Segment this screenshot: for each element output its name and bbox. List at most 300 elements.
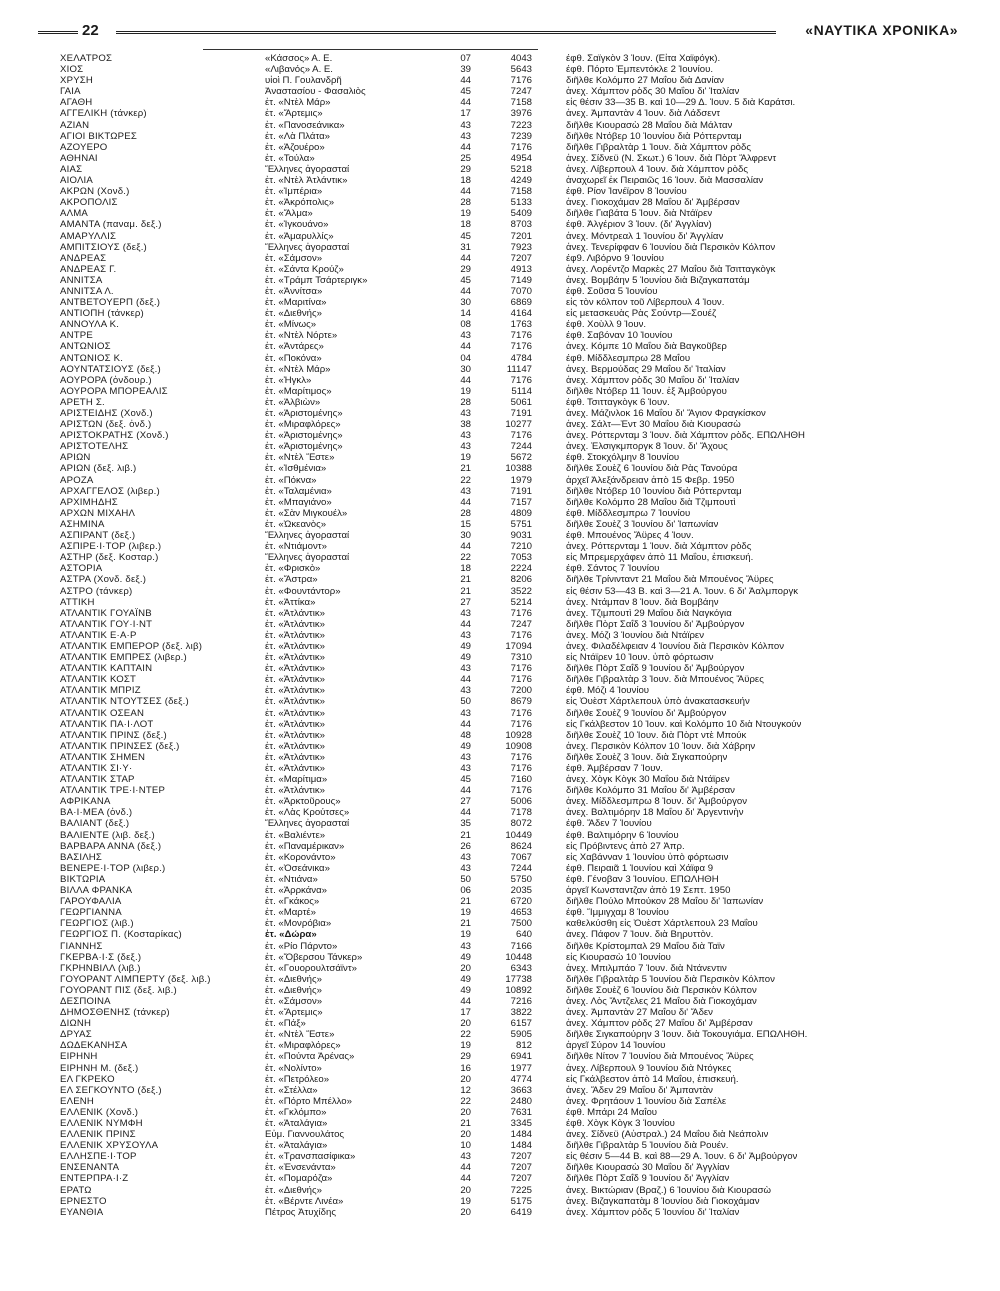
- table-row: [60, 896, 800, 907]
- table-row: [60, 75, 800, 86]
- ship-name: ΒΕΝΕΡΕ·Ι·ΤΟΡ (λιβερ.): [60, 862, 166, 874]
- built-year: 20: [460, 1184, 471, 1196]
- tonnage: 1979: [510, 474, 532, 486]
- tonnage: 5218: [510, 163, 532, 175]
- built-year: 43: [460, 663, 471, 675]
- tonnage: 7200: [510, 685, 532, 697]
- owner: ἐτ. «Ταλαμένια»: [265, 485, 332, 497]
- ship-name: ΑΣΤΗΡ (δεξ. Κοσταρ.): [60, 552, 159, 564]
- header-rule-left: [38, 31, 78, 34]
- owner: ἐτ. «Νολίντο»: [265, 1062, 322, 1074]
- ship-name: ΑΝΤΩΝΙΟΣ Κ.: [60, 352, 124, 364]
- ship-name: ΑΙΟΛΙΑ: [60, 175, 94, 187]
- owner: ἐτ. «Λὰς Κρούτσες»: [265, 807, 350, 819]
- built-year: 21: [460, 1118, 471, 1129]
- table-row: [60, 918, 800, 929]
- movement: ἀνεχ. Τενερίφφαν 6 Ἰουνίου διὰ Περσικὸν Κόλπον: [566, 241, 776, 253]
- movement: διῆλθε Πὸρτ Σαΐδ 9 Ἰουνίου δι' Ἀγγλίαν: [566, 1173, 730, 1185]
- table-row: [60, 1207, 800, 1218]
- built-year: 44: [460, 285, 471, 297]
- tonnage: 6869: [510, 297, 532, 309]
- table-row: [60, 1051, 800, 1062]
- owner: ἐτ. «Ἠγκλ»: [265, 374, 312, 386]
- ship-name: ΒΑΛΙΕΝΤΕ (λιβ. δεξ.): [60, 829, 155, 841]
- table-row: [60, 863, 800, 874]
- built-year: 29: [460, 163, 471, 175]
- table-row: [60, 941, 800, 952]
- ship-name: ΑΛΜΑ: [60, 208, 88, 220]
- movement: διῆλθε Ντόβερ 11 Ἰουν. ἐξ Ἀμβούργου: [566, 385, 727, 397]
- ship-name: ΑΝΤΡΕ: [60, 330, 93, 342]
- table-row: [60, 1129, 800, 1140]
- tonnage: 5061: [510, 396, 532, 408]
- built-year: 18: [460, 175, 471, 187]
- movement: ἀργεῖ Κωνσταντζαν ἀπὸ 19 Σεπτ. 1950: [566, 885, 731, 897]
- ship-name: ΕΡΑΤΩ: [60, 1184, 92, 1196]
- movement: ἀνεχ. Φρητάουν 1 Ἰουνίου διὰ Σαπέλε: [566, 1095, 727, 1107]
- owner: ἐτ. «Ἀτλάντικ»: [265, 785, 325, 797]
- table-row: [60, 175, 800, 186]
- owner: ἐτ. «Ἰμπέρια»: [265, 186, 323, 198]
- built-year: 44: [460, 374, 471, 386]
- table-row: [60, 264, 800, 275]
- movement: έφθ. Γένοβαν 3 Ἰουνίου. ΕΠΩΛΗΘΗ: [566, 873, 719, 885]
- movement: διῆλθε Πὸρτ Σαΐδ 3 Ἰουνίου δι' Ἀμβούργον: [566, 618, 745, 630]
- movement: διῆλθε Κιουρασὼ 28 Μαΐου διὰ Μάλταν: [566, 119, 733, 131]
- owner: ἐτ. «Ντὲλ Ἔστε»: [265, 452, 335, 464]
- movement: έφθ. Σοῦσα 5 Ἰουνίου: [566, 285, 658, 297]
- ship-name: ΑΤΛΑΝΤΙΚ ΠΡΙΝΣΕΣ (δεξ.): [60, 740, 180, 752]
- owner: ἐτ. «Ἀρκτοῦρους»: [265, 796, 341, 808]
- movement: ἀνεχ. Βιζαγκαπατὰμ 8 Ἰουνίου διὰ Γιοκοχάμαν: [566, 1195, 760, 1207]
- built-year: 50: [460, 873, 471, 885]
- built-year: 21: [460, 585, 471, 597]
- built-year: 17: [460, 1007, 471, 1019]
- tonnage: 4774: [510, 1073, 532, 1085]
- built-year: 43: [460, 763, 471, 774]
- built-year: 22: [460, 552, 471, 564]
- ship-name: ΑΤΛΑΝΤΙΚ ΠΡΙΝΣ (δεξ.): [60, 729, 167, 741]
- movement: έφθ. Μπάρι 24 Μαΐου: [566, 1106, 658, 1118]
- owner: ἐτ. «Ἰγκουάνο»: [265, 219, 329, 231]
- ship-name: ΑΤΛΑΝΤΙΚ ΣΗΜΕΝ: [60, 751, 146, 763]
- built-year: 21: [460, 463, 471, 475]
- movement: διῆλθε Γιβραλτὰρ 5 Ἰουνίου διὰ Περσικὸν Κόλπον: [566, 973, 775, 985]
- ship-name: ΓΟΥΟΡΑΝΤ ΛΙΜΠΕΡΤΥ (δεξ. λιβ.): [60, 973, 211, 985]
- movement: διῆλθε Γιβραλτὰρ 5 Ἰουνίου διὰ Ρουέν.: [566, 1140, 729, 1152]
- table-row: [60, 796, 800, 807]
- ship-name: ΑΝΔΡΕΑΣ Γ.: [60, 263, 117, 275]
- movement: εἰς τὸν κόλπον τοῦ Λίβερπουλ 4 Ἰουν.: [566, 297, 725, 309]
- table-row: [60, 419, 800, 430]
- owner: ἐτ. «Ἄρτεμις»: [265, 108, 323, 120]
- table-row: [60, 97, 800, 108]
- built-year: 44: [460, 674, 471, 686]
- ship-name: ΑΟΥΡΟΡΑ (ὀνδουρ.): [60, 374, 152, 386]
- ship-movements-ledger: [60, 53, 808, 1218]
- built-year: 06: [460, 885, 471, 897]
- table-row: [60, 619, 800, 630]
- ship-name: ΕΛΛΕΝΙΚ ΧΡΥΣΟΥΛΑ: [60, 1140, 159, 1152]
- built-year: 43: [460, 485, 471, 497]
- built-year: 49: [460, 951, 471, 963]
- built-year: 27: [460, 796, 471, 808]
- tonnage: 7157: [510, 496, 532, 508]
- tonnage: 10277: [505, 419, 532, 431]
- table-row: [60, 841, 800, 852]
- owner: ἐτ. «Μίνως»: [265, 319, 317, 331]
- tonnage: 4809: [510, 507, 532, 519]
- ship-name: ΑΝΤΒΕΤΟΥΕΡΠ (δεξ.): [60, 297, 161, 309]
- table-row: [60, 353, 800, 364]
- owner: ἐτ. «Ἀτλάντικ»: [265, 629, 325, 641]
- built-year: 28: [460, 507, 471, 519]
- tonnage: 5006: [510, 796, 532, 808]
- tonnage: 5750: [510, 873, 532, 885]
- built-year: 21: [460, 829, 471, 841]
- owner: Ἕλληνες ἀγορασταί: [265, 530, 350, 542]
- ship-name: ΑΤΛΑΝΤΙΚ ΝΤΟΥΤΣΕΣ (δεξ.): [60, 696, 189, 708]
- tonnage: 10388: [505, 463, 532, 475]
- ship-name: ΑΚΡΩΝ (Χονδ.): [60, 186, 130, 198]
- built-year: 19: [460, 929, 471, 941]
- built-year: 43: [460, 119, 471, 131]
- built-year: 20: [460, 962, 471, 974]
- ship-name: ΑΤΤΙΚΗ: [60, 596, 95, 608]
- table-row: [60, 197, 800, 208]
- ship-name: ΑΤΛΑΝΤΙΚ ΟΣΕΑΝ: [60, 707, 145, 719]
- tonnage: 7207: [510, 1151, 532, 1163]
- tonnage: 1977: [510, 1062, 532, 1074]
- owner: ἐτ. «Βαλιέντε»: [265, 829, 326, 841]
- ship-name: ΑΡΙΣΤΩΝ (δεξ. ὀνδ.): [60, 419, 152, 431]
- owner: ἐτ. «Ἀννίτσα»: [265, 285, 323, 297]
- owner: ἐτ. «Φρισκὸ»: [265, 563, 321, 575]
- tonnage: 7166: [510, 940, 532, 952]
- table-row: [60, 1029, 808, 1041]
- built-year: 45: [460, 230, 471, 242]
- table-row: [60, 1151, 800, 1162]
- owner: Ἕλληνες ἀγορασταί: [265, 818, 350, 830]
- ship-name: ΑΡΕΤΗ Σ.: [60, 396, 105, 408]
- table-row: [60, 663, 800, 674]
- built-year: 27: [460, 596, 471, 608]
- movement: ἀνεχ. Χάμπτον ρὸδς 5 Ἰουνίου δι' Ἰταλίαν: [566, 1206, 740, 1218]
- table-row: [60, 330, 800, 341]
- table-row: [60, 208, 800, 219]
- table-row: [60, 497, 800, 508]
- movement: έφθ. Σάντος 7 Ἰουνίου: [566, 563, 660, 575]
- table-row: [60, 153, 800, 164]
- tonnage: 6941: [510, 1051, 532, 1063]
- table-row: [60, 1085, 800, 1096]
- owner: ἐτ. «Ντὲλ Ἀτλάντικ»: [265, 175, 348, 187]
- tonnage: 8624: [510, 840, 532, 852]
- movement: διῆλθε Ντόβερ 10 Ἰουνίου διὰ Ρόττερνταμ: [566, 485, 742, 497]
- movement: εἰς Ὀυὲστ Χάρτλεπουλ ὑπὸ ἀνακατασκευήν: [566, 696, 750, 708]
- table-row: [60, 297, 800, 308]
- owner: ἐτ. «Πόκνα»: [265, 474, 317, 486]
- movement: ἀνεχ. Βομβάην 5 Ἰουνίου διὰ Βιζαγκαπατάμ: [566, 274, 750, 286]
- built-year: 16: [460, 1062, 471, 1074]
- movement: διῆλθε Σουὲζ 10 Ἰουν. διὰ Πὸρτ ντὲ Μπούκ: [566, 729, 747, 741]
- built-year: 49: [460, 652, 471, 664]
- built-year: 19: [460, 907, 471, 919]
- tonnage: 7216: [510, 995, 532, 1007]
- ship-name: ΔΕΣΠΟΙΝΑ: [60, 995, 111, 1007]
- built-year: 44: [460, 1162, 471, 1174]
- table-row: [60, 64, 800, 75]
- movement: καθελκύσθη εἰς Ὀυὲστ Χάρτλεπουλ 23 Μαΐου: [566, 918, 758, 930]
- tonnage: 5905: [510, 1029, 532, 1041]
- owner: ἐτ. «Σὰν Μιγκουέλ»: [265, 507, 348, 519]
- table-row: [60, 1140, 800, 1151]
- tonnage: 7176: [510, 341, 532, 353]
- tonnage: 4653: [510, 907, 532, 919]
- owner: ἐτ. «Μαρίτιμα»: [265, 774, 328, 786]
- ship-name: ΕΛΛΕΝΙΚ ΝΥΜΦΗ: [60, 1118, 143, 1129]
- tonnage: 3976: [510, 108, 532, 120]
- built-year: 43: [460, 1151, 471, 1163]
- table-row: [60, 996, 800, 1007]
- built-year: 30: [460, 363, 471, 375]
- owner: ἐτ. «Ἀριστομένης»: [265, 441, 343, 453]
- owner: ἐτ. «Ντὲλ Ἔστε»: [265, 1029, 335, 1041]
- ship-name: ΑΤΛΑΝΤΙΚ ΤΡΕ·Ι·ΝΤΕΡ: [60, 785, 166, 797]
- movement: έφθ. Πόρτο Ἐμπεντόκλε 2 Ἰουνίου.: [566, 64, 713, 76]
- table-row: [60, 142, 800, 153]
- movement: διῆλθε Γιαβάτα 5 Ἰουν. διὰ Ντάϊρεν: [566, 208, 713, 220]
- table-row: [60, 652, 800, 663]
- table-row: [60, 120, 800, 131]
- movement: έφθ. Μπουένος Ἄϋρες 4 Ἰουν.: [566, 530, 694, 542]
- ship-name: ΑΟΥΝΤΑΤΣΙΟΥΣ (δεξ.): [60, 363, 161, 375]
- tonnage: 7176: [510, 141, 532, 153]
- ship-name: ΧΕΛΑΤΡΟΣ: [60, 53, 113, 64]
- built-year: 30: [460, 297, 471, 309]
- owner: ἐτ. «Ντὲλ Νόρτε»: [265, 330, 338, 342]
- owner: ἐτ. «Ἀλβιὼν»: [265, 396, 321, 408]
- movement: εἰς Πρόβιντενς ἀπὸ 27 Ἀπρ.: [566, 840, 685, 852]
- ship-name: ΑΜΑΡΥΛΛΙΣ: [60, 230, 117, 242]
- ship-name: ΑΜΑΝΤΑ (παναμ. δεξ.): [60, 219, 162, 231]
- table-row: [60, 696, 800, 707]
- table-row: [60, 1173, 800, 1184]
- tonnage: 10449: [505, 829, 532, 841]
- table-row: [60, 586, 800, 597]
- movement: ἀνεχ. Γιοκοχάμαν 28 Μαΐου δι' Ἀμβέρσαν: [566, 197, 740, 209]
- table-row: [60, 308, 800, 319]
- ship-name: ΑΖΟΥΕΡΟ: [60, 141, 108, 153]
- movement: διῆλθε Σουὲζ 6 Ἰουνίου διὰ Περσικὸν Κόλπον: [566, 984, 757, 996]
- table-row: [60, 563, 800, 574]
- ship-name: ΑΡΙΣΤΟΚΡΑΤΗΣ (Χονδ.): [60, 430, 169, 442]
- ship-name: ΑΤΛΑΝΤΙΚ ΓΟΥΑΪΝΒ: [60, 607, 152, 619]
- built-year: 44: [460, 1173, 471, 1185]
- owner: ἐτ. «Ὀσεάνικα»: [265, 862, 330, 874]
- ship-name: ΓΚΕΡΒΑ·Ι·Σ (δεξ.): [60, 951, 142, 963]
- table-row: [60, 519, 800, 530]
- tonnage: 2480: [510, 1095, 532, 1107]
- built-year: 31: [460, 241, 471, 253]
- owner: ἐτ. «Ντὲλ Μάρ»: [265, 97, 331, 109]
- tonnage: 5214: [510, 596, 532, 608]
- movement: έφθ. Σαβόναν 10 Ἰουνίου: [566, 330, 673, 342]
- tonnage: 7207: [510, 1162, 532, 1174]
- table-row: [60, 219, 800, 230]
- built-year: 35: [460, 818, 471, 830]
- movement: έφθ. Τσιτταγκὸγκ 6 Ἰουν.: [566, 396, 670, 408]
- built-year: 04: [460, 352, 471, 364]
- built-year: 49: [460, 984, 471, 996]
- ship-name: ΑΣΤΟΡΙΑ: [60, 563, 103, 575]
- table-row: [60, 364, 800, 375]
- table-row: [60, 885, 800, 896]
- owner: Εὐμ. Γιαννουλάτος: [265, 1129, 345, 1141]
- built-year: 14: [460, 308, 471, 320]
- ship-name: ΧΙΟΣ: [60, 64, 84, 76]
- owner: ἐτ. «Ἄρτεμις»: [265, 1007, 323, 1019]
- tonnage: 7176: [510, 374, 532, 386]
- movement: ἀνεχ. Λίβερπουλ 4 Ἰουν. διὰ Χάμπτον ρὸδς: [566, 163, 748, 175]
- ship-name: ΑΤΛΑΝΤΙΚ ΜΠΡΙΖ: [60, 685, 141, 697]
- tonnage: 7207: [510, 252, 532, 264]
- ship-name: ΑΦΡΙΚΑΝΑ: [60, 796, 111, 808]
- tonnage: 3522: [510, 585, 532, 597]
- owner: ἐτ. «Διεθνής»: [265, 984, 322, 996]
- ship-name: ΑΟΥΡΟΡΑ ΜΠΟΡΕΑΛΙΣ: [60, 385, 168, 397]
- movement: ἀνεχ. Μάζινλοκ 16 Μαΐου δι' Ἅγιον Φραγκίσκον: [566, 408, 766, 419]
- owner: ἐτ. «Σάμσον»: [265, 995, 323, 1007]
- ship-name: ΑΝΤΩΝΙΟΣ: [60, 341, 111, 353]
- tonnage: 10892: [505, 984, 532, 996]
- movement: εἰς Χαβάνναν 1 Ἰουνίου ὑπὸ φόρτωσιν: [566, 851, 729, 863]
- table-row: [60, 231, 800, 242]
- owner: Ἕλληνες ἀγορασταί: [265, 163, 350, 175]
- tonnage: 7149: [510, 274, 532, 286]
- movement: ἀνεχ. Λορέντζο Μαρκὲς 27 Μαΐου διὰ Τσιτταγκὸγκ: [566, 263, 776, 275]
- built-year: 20: [460, 1018, 471, 1030]
- ship-name: ΑΤΛΑΝΤΙΚ ΓΟΥ·Ι·ΝΤ: [60, 618, 153, 630]
- built-year: 28: [460, 396, 471, 408]
- table-row: [60, 475, 800, 486]
- movement: ἀνεχ. Φιλαδέλφειαν 4 Ἰουνίου διὰ Περσικὸν Κόλπον: [566, 640, 785, 652]
- ship-name: ΑΡΙΣΤΟΤΕΛΗΣ: [60, 441, 129, 453]
- movement: έφθ. Ἴμμιγχαμ 8 Ἰουνίου: [566, 907, 669, 919]
- built-year: 43: [460, 940, 471, 952]
- movement: ἀνεχ. Ἄδεν 29 Μαΐου δι' Ἀμπαντὰν: [566, 1084, 713, 1096]
- tonnage: 7191: [510, 408, 532, 419]
- table-row: [60, 852, 800, 863]
- owner: «Κάσσος» Α. Ε.: [265, 53, 333, 64]
- tonnage: 7239: [510, 130, 532, 142]
- built-year: 19: [460, 1040, 471, 1052]
- tonnage: 7500: [510, 918, 532, 930]
- owner: ἐτ. «Πάξ»: [265, 1018, 306, 1030]
- tonnage: 7176: [510, 663, 532, 675]
- tonnage: 4043: [510, 53, 532, 64]
- movement: ἀνεχ. Χὸγκ Κὸγκ 30 Μαΐου διὰ Ντάϊρεν: [566, 774, 730, 786]
- ship-name: ΔΙΩΝΗ: [60, 1018, 92, 1030]
- table-row: [60, 807, 800, 818]
- table-row: [60, 1018, 800, 1029]
- tonnage: 7176: [510, 607, 532, 619]
- owner: «Λιβανός» Α. Ε.: [265, 64, 333, 76]
- movement: ἀνεχ. Μπιλμπάο 7 Ἰουν. διὰ Ντάνεντιν: [566, 962, 727, 974]
- ship-name: ΑΙΑΣ: [60, 163, 83, 175]
- movement: εἰς θέσιν 33—35 Β. καὶ 10—29 Δ. Ἰουν. 5 διὰ Καράτσι.: [566, 97, 796, 109]
- table-row: [60, 53, 800, 64]
- owner: ἐτ. «Πούντα Ἀρένας»: [265, 1051, 355, 1063]
- ship-name: ΑΤΛΑΝΤΙΚ ΣΙ·Υ·: [60, 763, 133, 774]
- movement: ἀνεχ. Βαλτιμόρην 18 Μαΐου δι' Ἀργεντινὴν: [566, 807, 744, 819]
- movement: διῆλθε Πούλο Μπούκον 28 Μαΐου δι' Ἰαπωνίαν: [566, 896, 764, 908]
- movement: ἀνεχ. Λὸς Ἄντζελες 21 Μαΐου διὰ Γιοκοχάμαν: [566, 995, 757, 1007]
- owner: ἐτ. «Διεθνής»: [265, 1184, 322, 1196]
- table-row: [60, 275, 800, 286]
- movement: εἰς θέσιν 53—43 Β. καὶ 3—21 Α. Ἰουν. 6 δι' Ἀαλμποργκ: [566, 585, 799, 597]
- movement: διῆλθε Σουὲζ 6 Ἰουνίου διὰ Ρὰς Τανούρα: [566, 463, 738, 475]
- tonnage: 7176: [510, 785, 532, 797]
- movement: έφθ. Ἀμβέρσαν 7 Ἰουν.: [566, 763, 663, 774]
- table-row: [60, 730, 800, 741]
- movement: ἀργεῖ Σύρον 14 Ἰουνίου: [566, 1040, 666, 1052]
- table-row: [60, 774, 800, 785]
- movement: ἀναχωρεῖ ἐκ Πειραιῶς 16 Ἰουν. διὰ Μασσαλίαν: [566, 175, 764, 187]
- movement: ἀνεχ. Βικτώριαν (Βραζ.) 6 Ἰουνίου διὰ Κιουρασὼ: [566, 1184, 771, 1196]
- tonnage: 10908: [505, 740, 532, 752]
- movement: εἰς μετασκευὰς Ρὰς Σούντρ—Σουέζ: [566, 308, 717, 320]
- built-year: 43: [460, 751, 471, 763]
- built-year: 25: [460, 152, 471, 164]
- tonnage: 10448: [505, 951, 532, 963]
- movement: ἀνεχ. Ἀμπαντὰν 4 Ἰουν. διὰ Λάδσεντ: [566, 108, 721, 120]
- owner: ἐτ. «Ἀτλάντικ»: [265, 763, 325, 774]
- ship-name: ΒΑΣΙΛΗΣ: [60, 851, 103, 863]
- movement: διῆλθε Σουὲζ 9 Ἰουνίου δι' Ἀμβούργον: [566, 707, 727, 719]
- ship-name: ΕΛ ΣΕΓΚΟΥΝΤΟ (δεξ.): [60, 1084, 162, 1096]
- table-row: [60, 674, 800, 685]
- owner: ἐτ. «Φουντάντορ»: [265, 585, 341, 597]
- tonnage: 4164: [510, 308, 532, 320]
- movement: έφθ. Μίδδλεσμπρω 7 Ἰουνίου: [566, 507, 691, 519]
- owner: ἐτ. «Ἀτλάντικ»: [265, 618, 325, 630]
- table-row: [60, 530, 800, 541]
- movement: εἰς Γκάλβεστον ἀπὸ 14 Μαΐου, ἐπισκευή.: [566, 1073, 739, 1085]
- movement: εἰς Κιουρασὼ 10 Ἰουνίου: [566, 951, 671, 963]
- tonnage: 4249: [510, 175, 532, 187]
- movement: έφθ. Ἀλγέριον 3 Ἰουν. (δι' Ἀγγλίαν): [566, 219, 712, 231]
- tonnage: 7225: [510, 1184, 532, 1196]
- owner: ἐτ. «Τούλα»: [265, 152, 315, 164]
- built-year: 43: [460, 707, 471, 719]
- ship-name: ΕΝΣΕΝΑΝΤΑ: [60, 1162, 120, 1174]
- ship-name: ΓΕΩΡΓΙΑΝΝΑ: [60, 907, 122, 919]
- tonnage: 7053: [510, 552, 532, 564]
- owner: ἐτ. «Διεθνής»: [265, 973, 322, 985]
- built-year: 38: [460, 419, 471, 431]
- ship-name: ΑΡΟΖΑ: [60, 474, 94, 486]
- underline-rule: [203, 49, 538, 50]
- built-year: 43: [460, 130, 471, 142]
- tonnage: 7160: [510, 774, 532, 786]
- ship-name: ΑΤΛΑΝΤΙΚ ΕΜΠΡΕΣ (λιβερ.): [60, 652, 187, 664]
- table-row: [60, 752, 800, 763]
- built-year: 43: [460, 685, 471, 697]
- movement: έφθ. Βαλτιμόρην 6 Ἰουνίου: [566, 829, 679, 841]
- owner: ἐτ. «Ἀτλάντικ»: [265, 685, 325, 697]
- built-year: 30: [460, 530, 471, 542]
